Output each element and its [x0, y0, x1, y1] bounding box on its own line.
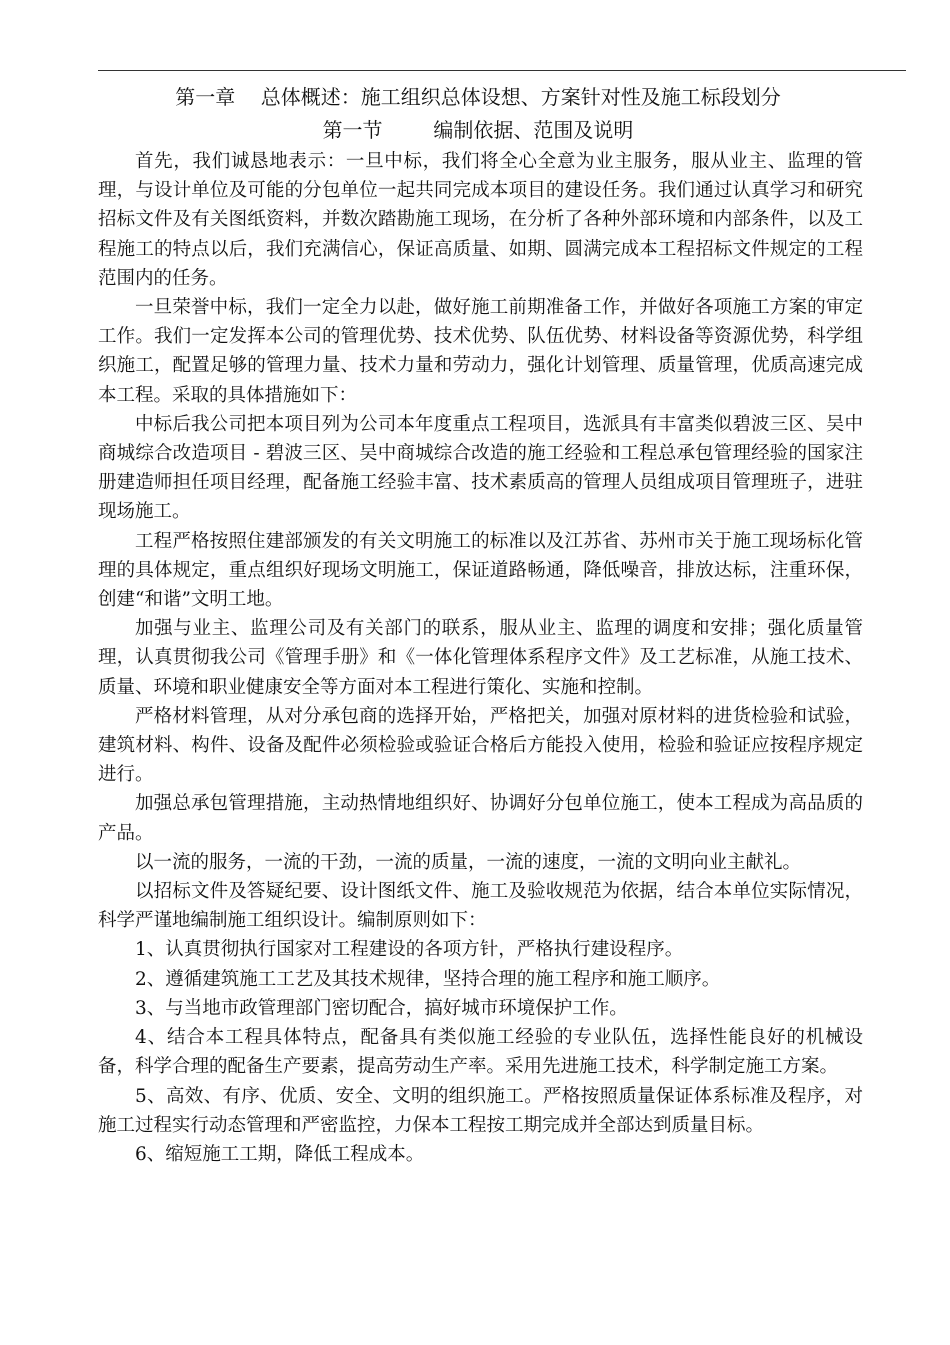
- paragraph: 加强总承包管理措施，主动热情地组织好、协调好分包单位施工，使本工程成为高品质的产品。: [98, 793, 863, 844]
- list-item: 3、与当地市政管理部门密切配合，搞好城市环境保护工作。: [135, 997, 628, 1019]
- list-item: 4、结合本工程具体特点，配备具有类似施工经验的专业队伍，选择性能良好的机械设备，科学合理的配备生产要素，提高劳动生产率。采用先进施工技术，科学制定施工方案。: [98, 1027, 863, 1078]
- paragraph: 工程严格按照住建部颁发的有关文明施工的标准以及江苏省、苏州市关于施工现场标化管理的具体规定，重点组织好现场文明施工，保证道路畅通，降低噪音，排放达标，注重环保，创建“和谐”文明工地。: [98, 530, 863, 611]
- paragraph: 加强与业主、监理公司及有关部门的联系，服从业主、监理的调度和安排；强化质量管理，认真贯彻我公司《管理手册》和《一体化管理体系程序文件》及工艺标准，从施工技术、质量、环境和职业健康安全等方面对本工程进行策化、实施和控制。: [98, 618, 863, 698]
- list-item: 6、缩短施工工期，降低工程成本。: [135, 1143, 425, 1165]
- list-item: 1、认真贯彻执行国家对工程建设的各项方针，严格执行建设程序。: [135, 939, 684, 961]
- paragraph: 以一流的服务，一流的干劲，一流的质量，一流的速度，一流的文明向业主献礼。: [135, 851, 802, 873]
- header-rule: [98, 70, 906, 71]
- paragraph: 首先，我们诚恳地表示：一旦中标，我们将全心全意为业主服务，服从业主、监理的管理，与设计单位及可能的分包单位一起共同完成本项目的建设任务。我们通过认真学习和研究招标文件及有关图纸资料，并数次踏勘施工现场，在分析了各种外部环境和内部条件，以及工程施工的特点以后，我们充满信心，保证高质量、如期、圆满完成本工程招标文件规定的工程范围内的任务。: [98, 151, 863, 289]
- section-title: 第一节 编制依据、范围及说明: [322, 118, 634, 142]
- list-item: 5、高效、有序、优质、安全、文明的组织施工。严格按照质量保证体系标准及程序，对施工过程实行动态管理和严密监控，力保本工程按工期完成并全部达到质量目标。: [98, 1085, 863, 1136]
- document-body: [98, 147, 863, 1169]
- list-item: 2、遵循建筑施工工艺及其技术规律，坚持合理的施工程序和施工顺序。: [135, 968, 721, 990]
- paragraph: 严格材料管理，从对分承包商的选择开始，严格把关，加强对原材料的进货检验和试验，建筑材料、构件、设备及配件必须检验或验证合格后方能投入使用，检验和验证应按程序规定进行。: [98, 705, 863, 786]
- paragraph: 中标后我公司把本项目列为公司本年度重点工程项目，选派具有丰富类似碧波三区、吴中商城综合改造项目 - 碧波三区、吴中商城综合改造的施工经验和工程总承包管理经验的国家注册建造师担任项目经理，配备施工经验丰富、技术素质高的管理人员组成项目管理班子，进驻现场施工。: [98, 413, 863, 523]
- chapter-title: 第一章 总体概述：施工组织总体设想、方案针对性及施工标段划分: [175, 85, 781, 109]
- paragraph: 以招标文件及答疑纪要、设计图纸文件、施工及验收规范为依据，结合本单位实际情况，科学严谨地编制施工组织设计。编制原则如下：: [98, 881, 863, 932]
- paragraph: 一旦荣誉中标，我们一定全力以赴，做好施工前期准备工作，并做好各项施工方案的审定工作。我们一定发挥本公司的管理优势、技术优势、队伍优势、材料设备等资源优势，科学组织施工，配置足够的管理力量、技术力量和劳动力，强化计划管理、质量管理，优质高速完成本工程。采取的具体措施如下：: [98, 297, 863, 406]
